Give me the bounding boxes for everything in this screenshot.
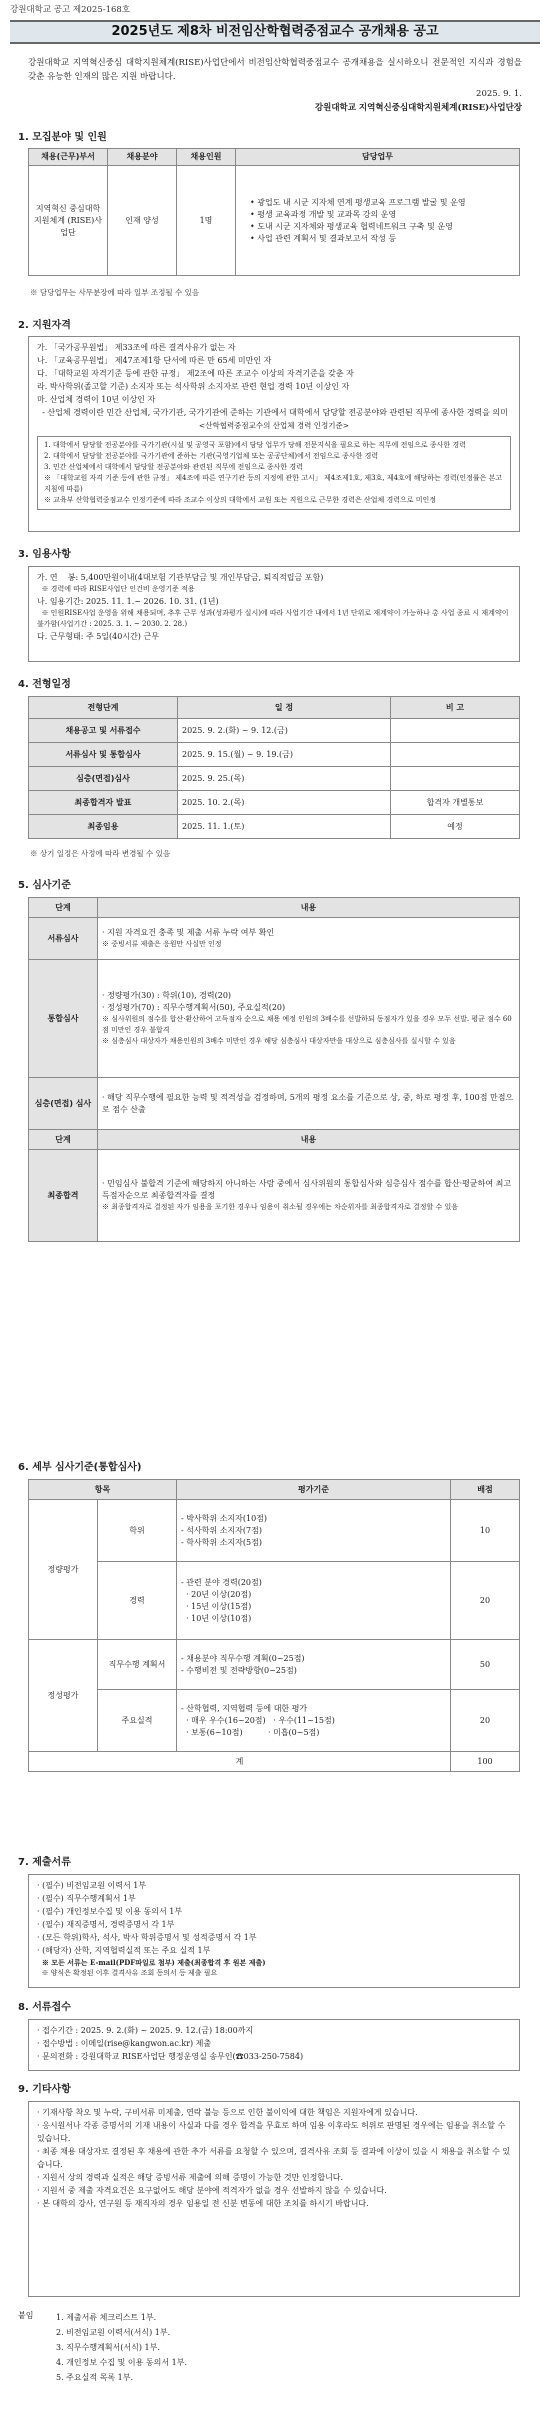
text-line: - 채용분야 직무수행 계획(0~25점) — [181, 1653, 305, 1663]
text-line: · (필수) 비전임교원 이력서 1부 — [37, 1881, 147, 1890]
stage-cell: 통합심사 — [29, 960, 98, 1078]
notice-date: 2025. 9. 1. — [476, 89, 522, 99]
section-title: 8. 서류접수 — [18, 2002, 71, 2013]
text-line: ※ 모든 서류는 E-mail(PDF파일로 첨부) 제출(최종합격 후 원본 제출) — [37, 1958, 266, 1967]
text-line: - 석사학위 소지자(7점) — [181, 1525, 262, 1535]
count-cell: 1명 — [177, 166, 236, 276]
text-line: · 보통(6~10점) · 미흡(0~5점) — [181, 1727, 320, 1737]
remark-cell: 예정 — [391, 815, 520, 839]
text-line: 다. 「대학교원 자격기준 등에 관한 규정」 제2조에 따른 조교수 이상의 자격기준을 갖춘 자 — [37, 369, 354, 378]
stage-cell: 최종합격 — [29, 1150, 98, 1242]
page-title: 2025년도 제8차 비전임산학협력중점교수 공개채용 공고 — [111, 24, 439, 39]
col-header: 비 고 — [391, 697, 520, 719]
stage-cell: 채용공고 및 서류접수 — [29, 719, 178, 743]
section-title: 2. 지원자격 — [18, 320, 71, 331]
duty-item: • 사업 관련 계획서 및 결과보고서 작성 등 — [250, 233, 397, 243]
stage-cell: 최종합격자 발표 — [29, 791, 178, 815]
section-title: 5. 심사기준 — [18, 880, 71, 891]
text-line: · 15년 이상(15점) — [181, 1601, 252, 1611]
text-line: · 매우 우수(16~20점) · 우수(11~15점) — [181, 1715, 335, 1725]
text-line: - 산업체 경력이란 민간 산업체, 국가기관, 국가기관에 준하는 기관에서 대학에서 담당할 전공분야와 관련된 직무에 종사한 경력을 의미 — [37, 408, 508, 417]
text-line: · 10년 이상(10점) — [181, 1613, 252, 1623]
attachment-label: 붙임 — [18, 2311, 34, 2320]
text-line: · 접수방법 : 이메일(rise@kangwon.ac.kr) 제출 — [37, 2039, 212, 2048]
intro-text: 강원대학교 지역혁신중심 대학지원체계(RISE)사업단에서 비전임산학협력중점교수 공개채용을 실시하오니 전문적인 지식과 경험을 갖춘 유능한 인재의 많은 지원 바랍니다. — [28, 58, 522, 82]
text-line: ※ 최종합격자로 결정된 자가 임용을 포기한 경우나 임용이 취소될 경우에는 차순위자를 최종합격자로 결정할 수 있음 — [102, 1203, 458, 1211]
score-cell: 20 — [451, 1562, 520, 1640]
col-header: 단계 — [29, 898, 98, 918]
schedule-table — [28, 696, 520, 839]
note: ※ 상기 일정은 사정에 따라 변경될 수 있음 — [30, 849, 171, 858]
criteria-cell — [177, 1640, 451, 1690]
dept-cell: 지역혁신 중심대학 지원체계 (RISE)사업단 — [29, 166, 108, 276]
text-line: · 문의전화 : 강원대학교 RISE사업단 행정운영실 송무인(☎033-250-7584) — [37, 2052, 304, 2061]
date-cell: 2025. 9. 25.(목) — [178, 767, 391, 791]
text-line: 가. 연 봉: 5,400만원이내(4대보험 기관부담금 및 개인부담금, 퇴직적립금 포함) — [37, 573, 324, 582]
field-cell: 인재 양성 — [108, 166, 177, 276]
stage-cell: 서류심사 및 통합심사 — [29, 743, 178, 767]
text-line: 나. 임용기간: 2025. 11. 1.~ 2026. 10. 31. (1년) — [37, 597, 219, 606]
remark-cell — [391, 719, 520, 743]
stage-cell: 심층(면접)심사 — [29, 767, 178, 791]
text-line: - 수행비전 및 전략방향(0~25점) — [181, 1665, 297, 1675]
misc-box — [28, 2101, 520, 2297]
total-score: 100 — [451, 1752, 520, 1772]
attachment-item: 4. 개인정보 수집 및 이용 동의서 1부. — [56, 2358, 187, 2367]
total-label: 계 — [29, 1752, 451, 1772]
text-line: · (해당자) 산학, 지역협력실적 또는 주요 실적 1부 — [37, 1946, 211, 1955]
content-cell: · 해당 직무수행에 필요한 능력 및 적격성을 검정하며, 5개의 평정 요소를 기준으로 상, 중, 하로 평정 후, 100점 만점으로 점수 산출 — [98, 1078, 520, 1130]
attachment-item: 2. 비전임교원 이력서(서식) 1부. — [56, 2328, 171, 2337]
title-bar — [10, 20, 540, 44]
group-cell: 정성평가 — [29, 1640, 98, 1752]
submission-box — [28, 2019, 520, 2071]
criteria-line: ※ 「대학교원 자격 기준 등에 관한 규정」 제4조에 따른 연구기관 등의 지정에 관한 고시」 제4조제1호, 제3호, 제4호에 해당하는 경력(인정률은 본고 지침에 따름) — [44, 474, 503, 493]
text-line: · 접수기간 : 2025. 9. 2.(화) ~ 2025. 9. 12.(금) 18:00까지 — [37, 2026, 254, 2035]
content-cell — [98, 960, 520, 1078]
notice-number: 강원대학교 공고 제2025-168호 — [10, 5, 131, 15]
col-header: 전형단계 — [29, 697, 178, 719]
col-header: 내용 — [98, 898, 520, 918]
score-cell: 50 — [451, 1640, 520, 1690]
section-title: 1. 모집분야 및 인원 — [18, 132, 107, 143]
organization: 강원대학교 지역혁신중심대학지원체계(RISE)사업단장 — [314, 103, 522, 113]
section-title: 7. 제출서류 — [18, 1857, 71, 1868]
attachment-item: 3. 직무수행계획서(서식) 1부. — [56, 2343, 160, 2352]
col-header: 채용(근무)부서 — [29, 149, 108, 166]
score-cell: 20 — [451, 1690, 520, 1752]
col-header: 배점 — [451, 1480, 520, 1500]
attachment-item: 1. 제출서류 체크리스트 1부. — [56, 2313, 157, 2322]
text-line: 나. 「교육공무원법」 제47조제1항 단서에 따른 만 65세 미만인 자 — [37, 356, 272, 365]
text-line: - 박사학위 소지자(10점) — [181, 1513, 268, 1523]
text-line: · (필수) 직무수행계획서 1부 — [37, 1894, 136, 1903]
item-cell: 학위 — [98, 1500, 177, 1562]
group-cell: 정량평가 — [29, 1500, 98, 1640]
duty-item: • 도내 시군 지자체와 평생교육 협력네트워크 구축 및 운영 — [250, 221, 453, 231]
text-line: ※ 경력에 따라 RISE사업단 인건비 운영기준 적용 — [37, 585, 195, 593]
section-title: 4. 전형일정 — [18, 679, 71, 690]
text-line: · 기재사항 착오 및 누락, 구비서류 미제출, 연락 불능 등으로 인한 불이익에 대한 책임은 지원자에게 있습니다. — [37, 2108, 418, 2117]
qualification-box — [28, 336, 520, 532]
text-line: · 민임심사 불합격 기준에 해당하지 아니하는 사람 중에서 심사위원의 통합심사와 심층심사 점수를 합산·평균하여 최고득점자순으로 최종합격자를 결정 — [102, 1179, 512, 1200]
criteria-box — [37, 436, 511, 510]
text-line: · (모든 학위)학사, 석사, 박사 학위증명서 및 성적증명서 각 1부 — [37, 1933, 257, 1942]
stage-cell: 심층(면접) 심사 — [29, 1078, 98, 1130]
documents-box — [28, 1874, 520, 1988]
section-title: 3. 임용사항 — [18, 549, 71, 560]
text-line: · (필수) 개인정보수집 및 이용 동의서 1부 — [37, 1907, 183, 1916]
col-header: 단계 — [29, 1130, 98, 1150]
criteria-line: 3. 민간 산업체에서 대학에서 담당할 전공분야와 관련된 직무에 전임으로 종사한 경력 — [44, 463, 303, 471]
stage-cell: 서류심사 — [29, 918, 98, 960]
section-title: 6. 세부 심사기준(통합심사) — [18, 1462, 142, 1473]
date-cell: 2025. 11. 1.(토) — [178, 815, 391, 839]
text-line: · 정량평가(30) : 학위(10), 경력(20) — [102, 991, 232, 1000]
text-line: · 지원 자격요건 충족 및 제출 서류 누락 여부 확인 — [102, 928, 275, 937]
col-header: 내용 — [98, 1130, 520, 1150]
recruit-table — [28, 148, 520, 276]
duty-item: • 평생 교육과정 개발 및 교과목 강의 운영 — [250, 209, 397, 219]
criteria-cell — [177, 1500, 451, 1562]
text-line: ※ 심층심사 대상자가 채용인원의 3배수 미만인 경우 해당 심층심사 대상자만을 대상으로 심층심사를 실시할 수 있음 — [102, 1037, 456, 1045]
content-cell — [98, 918, 520, 960]
item-cell: 주요실적 — [98, 1690, 177, 1752]
date-cell: 2025. 10. 2.(목) — [178, 791, 391, 815]
col-header: 채용인원 — [177, 149, 236, 166]
stage-cell: 최종임용 — [29, 815, 178, 839]
criteria-line: ※ 교육부 산학협력중점교수 인정기준에 따라 조교수 이상의 대학에서 교원 또는 직원으로 근무한 경력은 산업체 경력으로 미인정 — [44, 496, 436, 504]
remark-cell: 합격자 개별통보 — [391, 791, 520, 815]
col-header: 담당업무 — [236, 149, 520, 166]
appointment-box — [28, 566, 520, 662]
content-cell — [98, 1150, 520, 1242]
text-line: - 산학협력, 지역협력 등에 대한 평가 — [181, 1703, 308, 1713]
scoring-table — [28, 1479, 520, 1772]
text-line: · 지원서 상의 경력과 실적은 해당 증빙서류 제출에 의해 증명이 가능한 것만 인정합니다. — [37, 2173, 344, 2182]
col-header: 평가기준 — [177, 1480, 451, 1500]
text-line: 다. 근무형태: 주 5일(40시간) 근무 — [37, 632, 159, 641]
criteria-line: 2. 대학에서 담당할 전공분야를 국가기관에 준하는 기관(국영기업체 또는 공공단체)에서 전임으로 종사한 경력 — [44, 452, 379, 460]
col-header: 항목 — [29, 1480, 177, 1500]
text-line: · 최종 채용 대상자로 결정된 후 채용에 관한 추가 서류를 요청할 수 있으며, 결격사유 조회 등 결과에 이상이 있을 시 채용을 취소할 수 있습니다. — [37, 2147, 511, 2169]
text-line: · (필수) 재직증명서, 경력증명서 각 1부 — [37, 1920, 175, 1929]
note: ※ 담당업무는 사무분장에 따라 일부 조정될 수 있음 — [30, 288, 200, 297]
criteria-line: 1. 대학에서 담당할 전공분야를 국가기관(시설 및 공영국 포함)에서 담당 업무가 당해 전문지식을 필요로 하는 직무에 전임으로 종사한 경력 — [44, 441, 466, 449]
text-line: ※ 심사위원의 점수를 합산·환산하여 고득점자 순으로 채용 예정 인원의 3배수를 선발하되 동점자가 있을 경우 모두 선발. 평균 점수 60점 미만인 경우 불합격 — [102, 1015, 512, 1034]
col-header: 일 정 — [178, 697, 391, 719]
criteria-label: <산학협력중점교수의 산업체 경력 인정기준> — [198, 421, 350, 430]
criteria-cell — [177, 1562, 451, 1640]
text-line: ※ 양식은 확정된 이후 결격사유 조회 동의서 등 제출 필요 — [37, 1969, 218, 1977]
item-cell: 경력 — [98, 1562, 177, 1640]
text-line: · 응시원서나 각종 증명서의 기재 내용이 사실과 다를 경우 합격을 무효로 하며 임용 이후라도 허위로 판명된 경우에는 임용을 취소할 수 있습니다. — [37, 2121, 506, 2143]
text-line: 라. 박사학위(졸고할 기준) 소지자 또는 석사학위 소지자로 관련 현업 경력 10년 이상인 자 — [37, 382, 350, 391]
text-line: · 정성평가(70) : 직무수행계획서(50), 주요실적(20) — [102, 1003, 286, 1012]
score-cell: 10 — [451, 1500, 520, 1562]
section-title: 9. 기타사항 — [18, 2084, 71, 2095]
text-line: - 관련 분야 경력(20점) — [181, 1577, 262, 1587]
criteria-cell — [177, 1690, 451, 1752]
text-line: · 본 대학의 강사, 연구원 등 재직자의 경우 임용일 전 신분 변동에 대한 조치를 하시기 바랍니다. — [37, 2199, 369, 2208]
text-line: · 지원서 중 제출 자격요건은 요구없어도 해당 분야에 적격자가 없을 경우 선발하지 않을 수 있습니다. — [37, 2186, 387, 2195]
text-line: ※ 인원RISE사업 운영을 위해 채용되며, 추후 근무 성과(성과평가 실시)에 따라 사업기간 내에서 1년 단위로 재계약이 가능하나 총 사업 종료 시 재계약이 불가함(사업기간 : 2025. 3. 1. ~ 2030. 2. 28.) — [37, 609, 511, 628]
text-line: 마. 산업체 경력이 10년 이상인 자 — [37, 395, 156, 404]
col-header: 채용분야 — [108, 149, 177, 166]
criteria-table — [28, 897, 520, 1242]
attachment-item: 5. 주요실적 목록 1부. — [56, 2373, 133, 2382]
text-line: ※ 중빙서류 제출은 응원만 사실만 인정 — [102, 940, 222, 948]
text-line: - 학사학위 소지자(5점) — [181, 1537, 262, 1547]
remark-cell — [391, 743, 520, 767]
attachment-list — [56, 2310, 187, 2385]
item-cell: 직무수행 계획서 — [98, 1640, 177, 1690]
date-cell: 2025. 9. 15.(월) ~ 9. 19.(금) — [178, 743, 391, 767]
date-cell: 2025. 9. 2.(화) ~ 9. 12.(금) — [178, 719, 391, 743]
remark-cell — [391, 767, 520, 791]
text-line: · 20년 이상(20점) — [181, 1589, 252, 1599]
duties-cell — [236, 166, 520, 276]
duty-item: • 광업도 내 시군 지자체 연계 평생교육 프로그램 발굴 및 운영 — [250, 197, 466, 207]
text-line: 가. 「국가공무원법」 제33조에 따른 결격사유가 없는 자 — [37, 343, 236, 352]
